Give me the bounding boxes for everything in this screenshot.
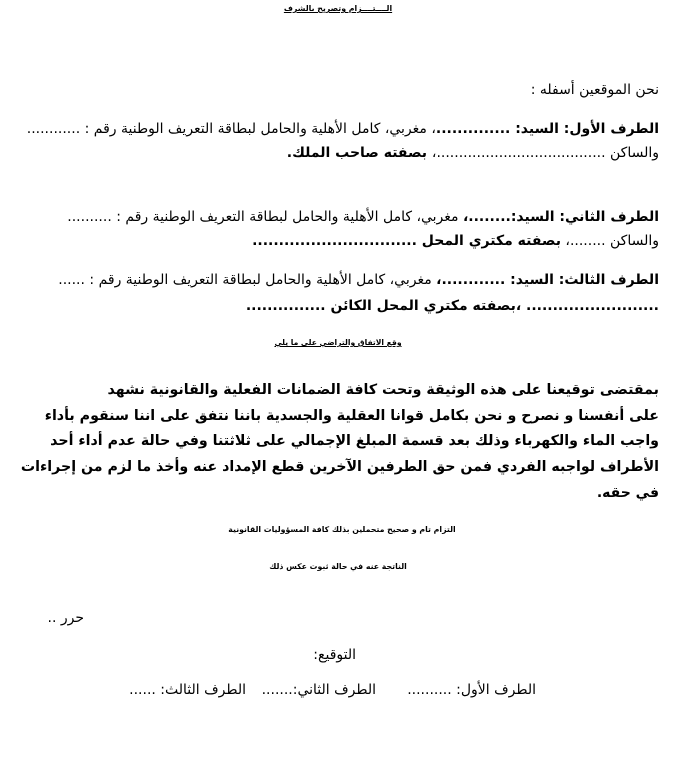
party1-role: بصفته صاحب الملك. bbox=[286, 145, 432, 161]
party3-line2: ......................... ،بصفته مكتري المحل الكائن ............... bbox=[245, 298, 659, 314]
signature-party3: الطرف الثالث: ...... bbox=[129, 682, 246, 698]
signature-party2: الطرف الثاني:....... bbox=[261, 682, 376, 698]
commitment-line-1: التزام تام و صحيح متحملين بذلك كافة المسؤوليات القانونية bbox=[228, 525, 456, 534]
party2-line2 bbox=[252, 233, 659, 249]
party1-line1 bbox=[27, 121, 659, 137]
party2-id: مغربي، كامل الأهلية والحامل لبطاقة التعريف الوطنية رقم : .......... bbox=[67, 209, 463, 225]
made-at-text: حرر .. bbox=[47, 610, 84, 626]
party1-address: والساكن ......................................، bbox=[431, 145, 659, 161]
body-line-2: على أنفسنا و نصرح و نحن بكامل قوانا العقلية والجسدية باننا نتفق على اننا سنقوم بأداء bbox=[44, 408, 659, 424]
agreement-heading: وقع الاتفاق والتراضي على ما يلي bbox=[274, 338, 402, 347]
party2-role: بصفته مكتري المحل ............................... bbox=[252, 233, 561, 249]
party1-line2 bbox=[287, 145, 659, 161]
document-title: الــــتــــزام وتصريح بالشرف bbox=[283, 4, 393, 13]
signature-label: التوقيع: bbox=[313, 647, 356, 663]
party2-name: الطرف الثاني: السيد:........، bbox=[462, 209, 659, 225]
party1-name: الطرف الأول: السيد: .............. bbox=[435, 121, 659, 137]
body-line-4: الأطراف لواجبه الفردي فمن حق الطرفين الآخرين قطع الإمداد عنه وأخذ ما لزم من إجراءات bbox=[20, 459, 659, 475]
intro-text: نحن الموقعين أسفله : bbox=[530, 82, 659, 98]
party2-line1 bbox=[67, 209, 659, 225]
body-line-5: في حقه. bbox=[596, 485, 659, 501]
party3-name: الطرف الثالث: السيد: ............، bbox=[436, 272, 659, 288]
party3-id: مغربي، كامل الأهلية والحامل لبطاقة التعريف الوطنية رقم : ...... bbox=[58, 272, 437, 288]
body-line-3: واجب الماء والكهرباء وذلك بعد قسمة المبلغ الإجمالي على ثلاثتنا وفي حالة عدم أداء أحد bbox=[50, 433, 659, 449]
party3-line1 bbox=[58, 272, 659, 288]
commitment-line-2: الناتجة عنه في حالة ثبوت عكس ذلك bbox=[269, 562, 407, 571]
signature-party1: الطرف الأول: .......... bbox=[407, 682, 536, 698]
body-line-1: بمقتضى توقيعنا على هذه الوثيقة وتحت كافة الضمانات الفعلية والقانونية نشهد bbox=[107, 382, 659, 398]
party2-address: والساكن ........، bbox=[560, 233, 659, 249]
party1-id: ، مغربي، كامل الأهلية والحامل لبطاقة التعريف الوطنية رقم : ............ bbox=[26, 121, 436, 137]
